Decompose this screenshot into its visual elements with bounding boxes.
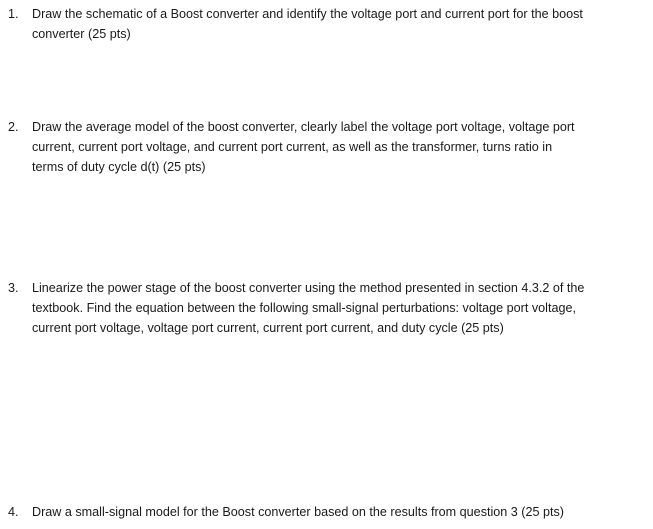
question-text bbox=[32, 278, 650, 338]
question-line: Draw a small-signal model for the Boost converter based on the results from question 3 (25 pts) bbox=[32, 505, 564, 519]
question-line: current port voltage, voltage port current, current port current, and duty cycle (25 pts) bbox=[32, 321, 504, 335]
question-line: terms of duty cycle d(t) (25 pts) bbox=[32, 160, 206, 174]
question-number: 4. bbox=[8, 505, 19, 519]
question-text bbox=[32, 502, 650, 522]
question-line: Draw the average model of the boost converter, clearly label the voltage port voltage, voltage port bbox=[32, 120, 575, 134]
question-line: Linearize the power stage of the boost converter using the method presented in section 4.3.2 of the bbox=[32, 281, 585, 295]
question-line: Draw the schematic of a Boost converter and identify the voltage port and current port for the boost bbox=[32, 7, 583, 21]
question-line: current, current port voltage, and current port current, as well as the transformer, turns ratio in bbox=[32, 140, 553, 154]
question-number: 1. bbox=[8, 7, 19, 21]
question-text bbox=[32, 4, 650, 44]
question-number: 2. bbox=[8, 120, 19, 134]
question-number: 3. bbox=[8, 281, 19, 295]
question-line: textbook. Find the equation between the following small-signal perturbations: voltage port voltage, bbox=[32, 301, 576, 315]
question-line: converter (25 pts) bbox=[32, 27, 131, 41]
question-text bbox=[32, 117, 650, 177]
